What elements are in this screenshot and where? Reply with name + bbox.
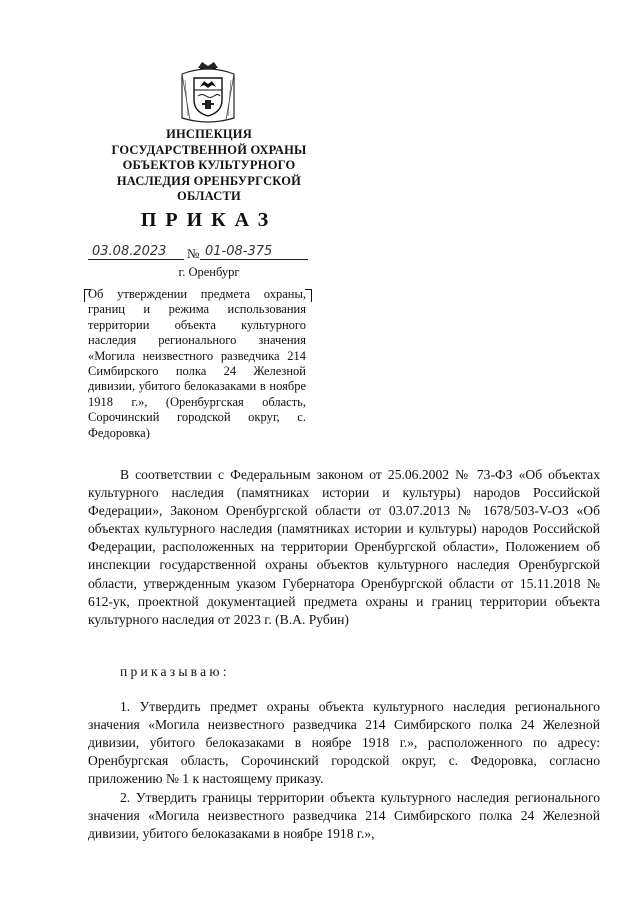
date-underline	[88, 259, 184, 260]
preamble-paragraph: В соответствии с Федеральным законом от 25.06.2002 № 73-ФЗ «Об объектах культурного наследия (памятниках истории и культуры) народов Российской Федерации», Законом Оренбургской области от 03.07.2013 № 1678/503-V-ОЗ «Об объектах культурного наследия (памятниках истории и культуры) народов Российской Федерации, расположенных на территории Оренбургской области», Положением об инспекции государственной охраны объектов культурного наследия Оренбургской области, утвержденным указом Губернатора Оренбургской области от 15.11.2018 № 612-ук, проектной документацией предмета охраны и границ территории объекта культурного наследия от 2023 г. (В.А. Рубин)	[88, 467, 600, 627]
org-line: ГОСУДАРСТВЕННОЙ ОХРАНЫ	[111, 142, 307, 157]
order-word: приказываю:	[120, 664, 230, 679]
subject-text: Об утверждении предмета охраны, границ и режима использования территории объекта культурного наследия регионального значения «Могила неизвестного разведчика 214 Симбирского полка 24 Железной дивизии, убитого белоказаками в ноябре 1918 г.», (Оренбургская область, Сорочинский городской округ, с. Федоровка)	[88, 287, 306, 440]
organization-name	[84, 127, 334, 205]
org-line: ОБЛАСТИ	[177, 189, 241, 203]
coat-of-arms-icon	[176, 60, 240, 126]
number-underline	[200, 259, 308, 260]
bracket-left	[84, 289, 91, 302]
org-line: НАСЛЕДИЯ ОРЕНБУРГСКОЙ	[116, 173, 302, 188]
subject-block	[88, 287, 306, 441]
city: г. Оренбург	[178, 265, 240, 279]
org-line: ОБЪЕКТОВ КУЛЬТУРНОГО	[122, 158, 296, 172]
order-number: 01-08-375	[205, 244, 273, 259]
bracket-right	[305, 289, 312, 302]
document-title: ПРИКАЗ	[140, 209, 278, 231]
item-1-paragraph: 1. Утвердить предмет охраны объекта культурного наследия регионального значения «Могила неизвестного разведчика 214 Симбирского полка 24 Железной дивизии, убитого белоказаками в ноябре 1918 г.», расположенного по адресу: Оренбургская область, Сорочинский городской округ, с. Федоровка, согласно приложению № 1 к настоящему приказу.	[88, 699, 600, 787]
order-date: 03.08.2023	[92, 244, 167, 259]
org-line: ИНСПЕКЦИЯ	[166, 127, 252, 141]
number-sign: №	[187, 246, 200, 261]
item-2-paragraph: 2. Утвердить границы территории объекта культурного наследия регионального значения «Могила неизвестного разведчика 214 Симбирского полка 24 Железной дивизии, убитого белоказаками в ноябре 1918 г.»,	[88, 790, 600, 842]
